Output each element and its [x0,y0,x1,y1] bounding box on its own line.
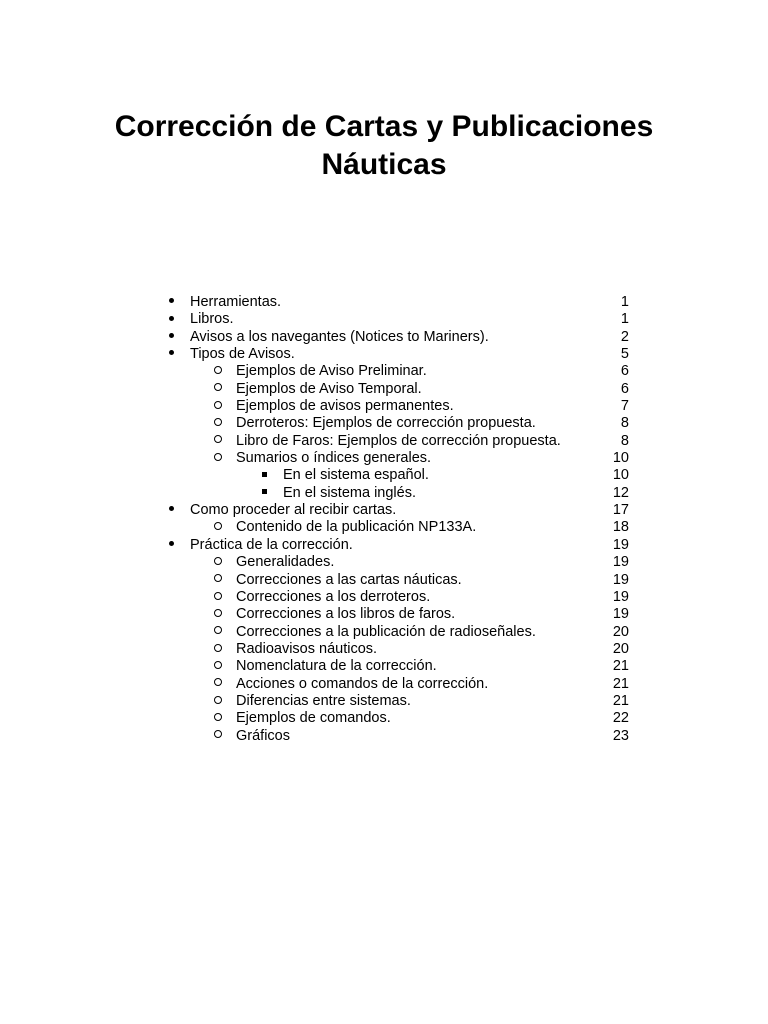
circle-bullet-icon-glyph [214,557,222,565]
circle-bullet-icon-glyph [214,401,222,409]
toc-entry [0,624,768,641]
circle-bullet-icon [211,658,225,675]
toc-entry-page-number: 10 [612,467,629,484]
toc-entry-page-number: 6 [620,363,629,380]
circle-bullet-icon [211,624,225,641]
circle-bullet-icon-glyph [214,418,222,426]
toc-entry-label: Ejemplos de comandos. [236,710,391,727]
toc-entry [0,693,768,710]
toc-entry-page-number: 2 [620,328,629,345]
toc-entry-label: Correcciones a la publicación de radioseñales. [236,623,536,640]
circle-bullet-icon-glyph [214,730,222,738]
bullet-icon [164,346,178,363]
circle-bullet-icon [211,554,225,571]
bullet-icon-glyph [169,298,174,303]
toc-entry [0,502,768,519]
toc-entry [0,415,768,432]
bullet-icon [164,329,178,346]
toc-entry-page-number: 17 [612,502,629,519]
toc-entry-label: Libro de Faros: Ejemplos de corrección propuesta. [236,432,561,449]
toc-entry [0,363,768,380]
circle-bullet-icon [211,398,225,415]
toc-entry [0,329,768,346]
toc-entry-label: Contenido de la publicación NP133A. [236,519,477,536]
toc-entry-page-number: 21 [612,658,629,675]
toc-entry-page-number: 1 [620,311,629,328]
toc-entry-label: Herramientas. [190,294,282,310]
toc-entry [0,381,768,398]
circle-bullet-icon [211,415,225,432]
toc-entry-page-number: 7 [620,398,629,415]
toc-entry-page-number: 19 [612,606,629,623]
bullet-icon-glyph [169,333,174,338]
bullet-icon-glyph [169,506,174,511]
toc-entry [0,537,768,554]
toc-entry [0,658,768,675]
toc-entry-page-number: 19 [612,536,629,553]
toc-entry-label: Generalidades. [236,554,335,571]
toc-entry-page-number: 19 [612,554,629,571]
toc-entry-label: Correcciones a los derroteros. [236,588,431,605]
toc-entry-page-number: 20 [612,623,629,640]
bullet-icon [164,311,178,328]
circle-bullet-icon-glyph [214,661,222,669]
circle-bullet-icon [211,433,225,450]
toc-entry-label: Libros. [190,311,234,328]
circle-bullet-icon [211,676,225,693]
toc-entry [0,554,768,571]
toc-entry-label: En el sistema español. [283,467,429,484]
bullet-icon-glyph [169,316,174,321]
toc-entry-label: Nomenclatura de la corrección. [236,658,437,675]
bullet-icon-glyph [169,541,174,546]
toc-entry [0,311,768,328]
toc-entry-page-number: 8 [620,415,629,432]
circle-bullet-icon-glyph [214,678,222,686]
square-bullet-icon-glyph [262,489,267,494]
toc-entry-label: Correcciones a las cartas náuticas. [236,571,462,588]
circle-bullet-icon-glyph [214,366,222,374]
toc-entry [0,450,768,467]
circle-bullet-icon-glyph [214,435,222,443]
circle-bullet-icon-glyph [214,574,222,582]
circle-bullet-icon [211,572,225,589]
circle-bullet-icon [211,450,225,467]
circle-bullet-icon [211,710,225,727]
page-title-line-2: Náuticas [321,148,447,181]
toc-entry-label: Diferencias entre sistemas. [236,692,411,709]
bullet-icon-glyph [169,350,174,355]
square-bullet-icon [257,467,271,484]
toc-entry-label: Derroteros: Ejemplos de corrección propuesta. [236,415,536,432]
toc-entry-page-number: 19 [612,588,629,605]
toc-entry-label: Práctica de la corrección. [190,536,353,553]
table-of-contents [0,294,768,745]
toc-entry-label: Como proceder al recibir cartas. [190,502,397,519]
circle-bullet-icon-glyph [214,644,222,652]
toc-entry [0,346,768,363]
toc-entry-page-number: 21 [612,692,629,709]
toc-entry [0,485,768,502]
toc-entry-label: Avisos a los navegantes (Notices to Mariners). [190,328,489,345]
toc-entry-label: Ejemplos de avisos permanentes. [236,398,454,415]
toc-entry-page-number: 18 [612,519,629,536]
toc-entry-page-number: 10 [612,450,629,467]
toc-entry [0,519,768,536]
toc-entry [0,710,768,727]
page-title-line-1: Corrección de Cartas y Publicaciones [114,110,654,143]
toc-entry-page-number: 21 [612,675,629,692]
square-bullet-icon [257,485,271,502]
circle-bullet-icon [211,606,225,623]
toc-entry [0,398,768,415]
toc-entry-label: Sumarios o índices generales. [236,450,432,467]
toc-entry-page-number: 1 [620,294,629,310]
toc-entry [0,294,768,311]
circle-bullet-icon-glyph [214,522,222,530]
circle-bullet-icon [211,363,225,380]
toc-entry-page-number: 5 [620,346,629,363]
circle-bullet-icon-glyph [214,609,222,617]
circle-bullet-icon-glyph [214,713,222,721]
toc-entry-label: Gráficos [236,727,290,744]
circle-bullet-icon-glyph [214,626,222,634]
toc-entry-label: Correcciones a los libros de faros. [236,606,456,623]
circle-bullet-icon [211,589,225,606]
circle-bullet-icon-glyph [214,383,222,391]
toc-entry [0,606,768,623]
toc-entry-page-number: 6 [620,380,629,397]
page-title [0,108,768,184]
bullet-icon [164,537,178,554]
toc-entry [0,467,768,484]
toc-entry-page-number: 20 [612,640,629,657]
toc-entry-label: Acciones o comandos de la corrección. [236,675,489,692]
circle-bullet-icon-glyph [214,696,222,704]
bullet-icon [164,502,178,519]
toc-entry-label: Ejemplos de Aviso Preliminar. [236,363,427,380]
toc-entry [0,641,768,658]
square-bullet-icon-glyph [262,472,267,477]
circle-bullet-icon [211,519,225,536]
toc-entry-page-number: 12 [612,484,629,501]
toc-entry-label: Tipos de Avisos. [190,346,295,363]
circle-bullet-icon [211,381,225,398]
bullet-icon [164,294,178,311]
toc-entry [0,433,768,450]
toc-entry-page-number: 8 [620,432,629,449]
toc-entry-label: En el sistema inglés. [283,484,416,501]
circle-bullet-icon [211,693,225,710]
toc-entry-page-number: 22 [612,710,629,727]
circle-bullet-icon [211,641,225,658]
circle-bullet-icon-glyph [214,592,222,600]
toc-entry-label: Ejemplos de Aviso Temporal. [236,380,422,397]
toc-entry-label: Radioavisos náuticos. [236,640,378,657]
circle-bullet-icon-glyph [214,453,222,461]
toc-entry [0,728,768,745]
toc-entry [0,676,768,693]
circle-bullet-icon [211,728,225,745]
toc-entry [0,572,768,589]
toc-entry-page-number: 23 [612,727,629,744]
toc-entry [0,589,768,606]
toc-entry-page-number: 19 [612,571,629,588]
